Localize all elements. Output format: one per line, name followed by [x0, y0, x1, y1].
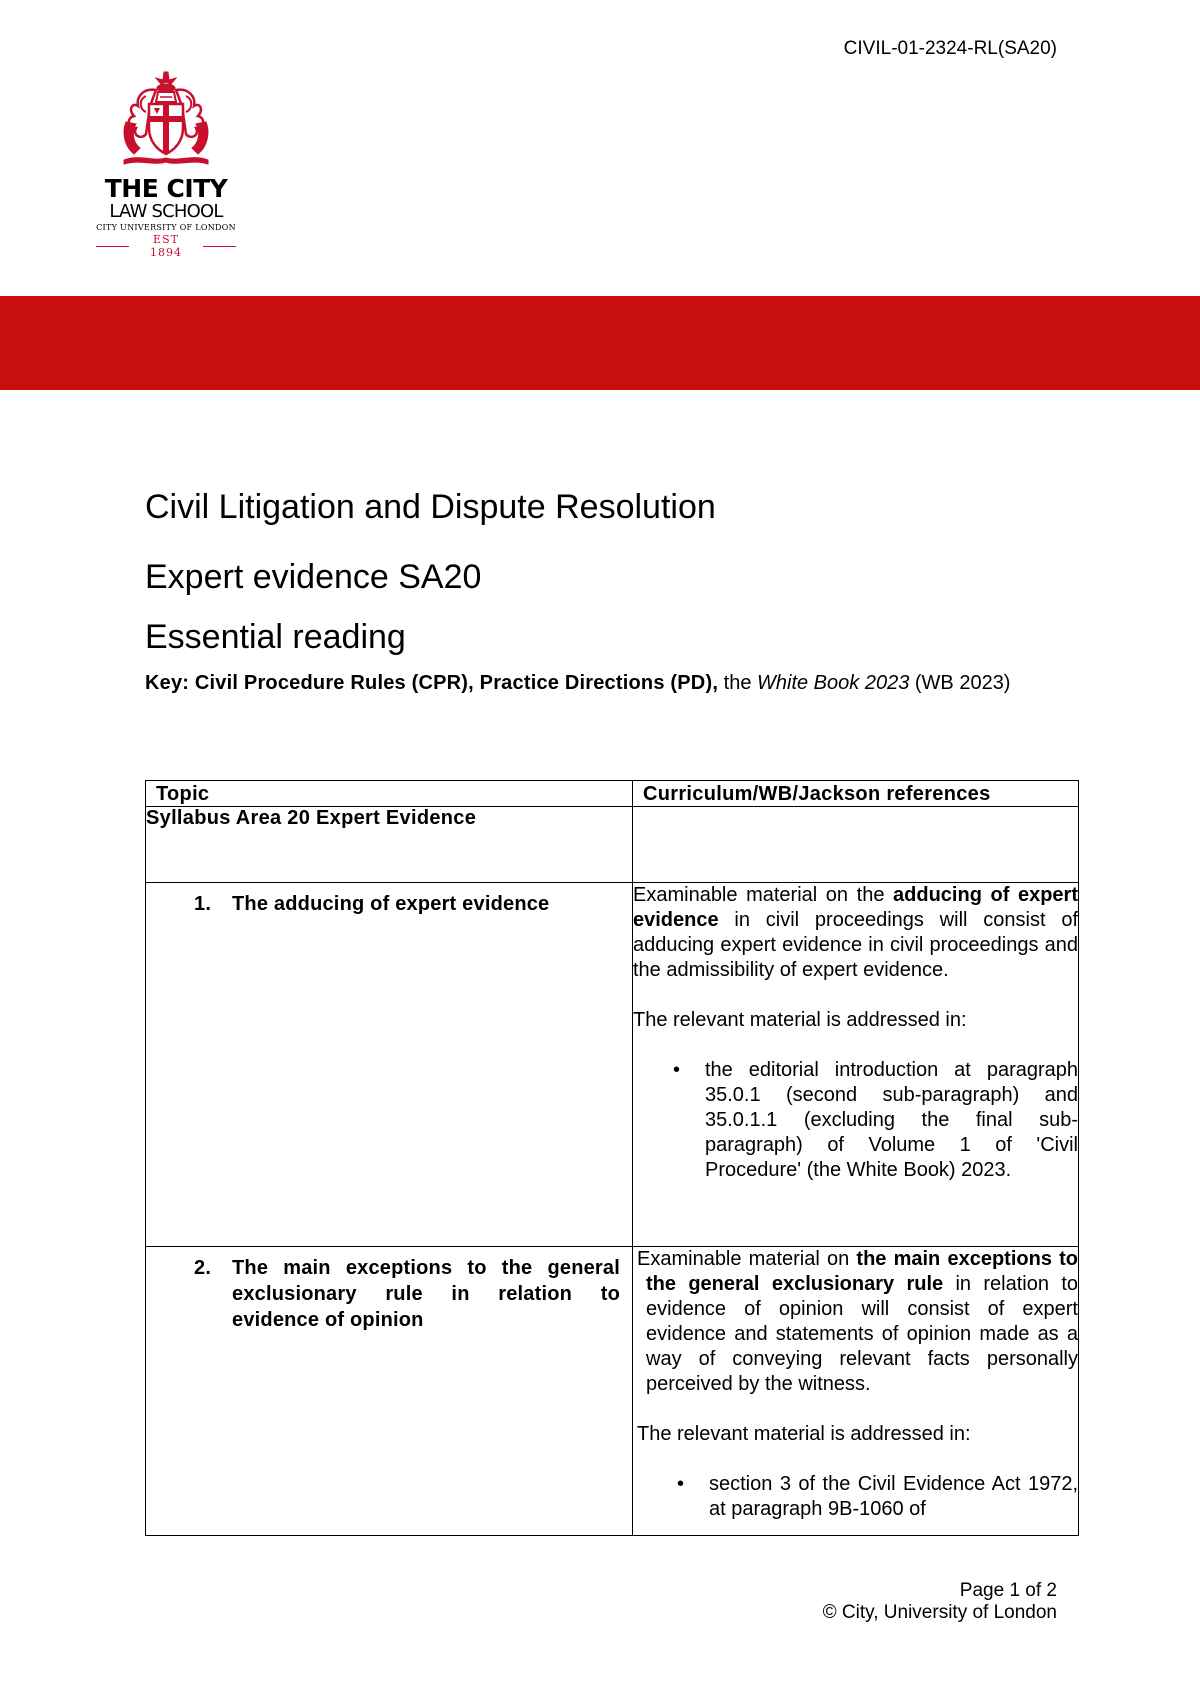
reference-intro	[633, 883, 1078, 983]
city-law-school-logo	[96, 66, 236, 259]
key-book: White Book 2023	[757, 672, 910, 694]
logo-subtitle: LAW SCHOOL	[109, 201, 223, 222]
reference-intro-bold: adducing of expert evidence	[633, 884, 1078, 931]
key-abbr: (WB 2023)	[909, 672, 1011, 694]
coat-of-arms-icon	[116, 66, 216, 172]
course-title: Civil Litigation and Dispute Resolution	[145, 488, 716, 526]
list-item: • section 3 of the Civil Evidence Act 1972, at paragraph 9B-1060 of	[637, 1472, 1078, 1522]
reference-intro-bold: the main exceptions to the general exclusionary rule	[646, 1248, 1078, 1295]
topic-text: The adducing of expert evidence	[232, 893, 550, 915]
topic-number: 1.	[194, 893, 212, 915]
references-table	[145, 780, 1079, 1536]
key-legend	[145, 671, 1045, 696]
header-banner	[0, 296, 1200, 390]
reference-intro-post: in civil proceedings will consist of adducing expert evidence in civil proceedings and the admissibility of expert evidence.	[633, 909, 1078, 981]
reference-intro-pre: Examinable material on	[637, 1248, 857, 1270]
reference-addressed: The relevant material is addressed in:	[633, 1009, 967, 1031]
page-number: Page 1 of 2	[959, 1580, 1057, 1601]
table-header-row	[146, 781, 1079, 807]
reference-intro	[637, 1247, 1078, 1397]
reference-addressed: The relevant material is addressed in:	[637, 1423, 971, 1445]
table-row	[146, 883, 1079, 1247]
logo-university: CITY UNIVERSITY OF LONDON	[96, 223, 236, 232]
syllabus-row	[146, 807, 1079, 883]
key-label: Key: Civil Procedure Rules (CPR), Practice Directions (PD),	[145, 672, 719, 694]
reference-intro-pre: Examinable material on the	[633, 884, 894, 906]
table-row	[146, 1247, 1079, 1536]
list-item: • the editorial introduction at paragraph 35.0.1 (second sub-paragraph) and 35.0.1.1 (excluding the final sub-paragraph) of Volume 1 of 'Civil Procedure' (the White Book) 2023.	[633, 1058, 1078, 1183]
topic-cell	[146, 1247, 633, 1536]
header-references: Curriculum/WB/Jackson references	[633, 781, 1079, 807]
topic-number: 2.	[194, 1257, 212, 1279]
section-title: Essential reading	[145, 618, 406, 656]
logo-established: EST 1894	[96, 233, 236, 259]
reference-intro-post: in relation to evidence of opinion will consist of expert evidence and statements of opinion made as a way of conveying relevant facts personally perceived by the witness.	[646, 1273, 1079, 1395]
key-the: the	[718, 672, 757, 694]
reference-list	[637, 1472, 1078, 1522]
document-code: CIVIL-01-2324-RL(SA20)	[843, 38, 1057, 59]
copyright: © City, University of London	[822, 1602, 1057, 1623]
topic-title: Expert evidence SA20	[145, 558, 482, 596]
topic-cell	[146, 883, 633, 1247]
logo-title: THE CITY	[104, 174, 228, 203]
references-cell	[633, 1247, 1079, 1536]
syllabus-empty-cell	[633, 807, 1079, 883]
references-cell	[633, 883, 1079, 1247]
topic-text: The main exceptions to the general exclusionary rule in relation to evidence of opinion	[232, 1257, 620, 1331]
page-footer	[823, 1580, 1057, 1624]
header-topic: Topic	[146, 781, 633, 807]
syllabus-area: Syllabus Area 20 Expert Evidence	[146, 807, 633, 883]
reference-list	[633, 1058, 1078, 1183]
